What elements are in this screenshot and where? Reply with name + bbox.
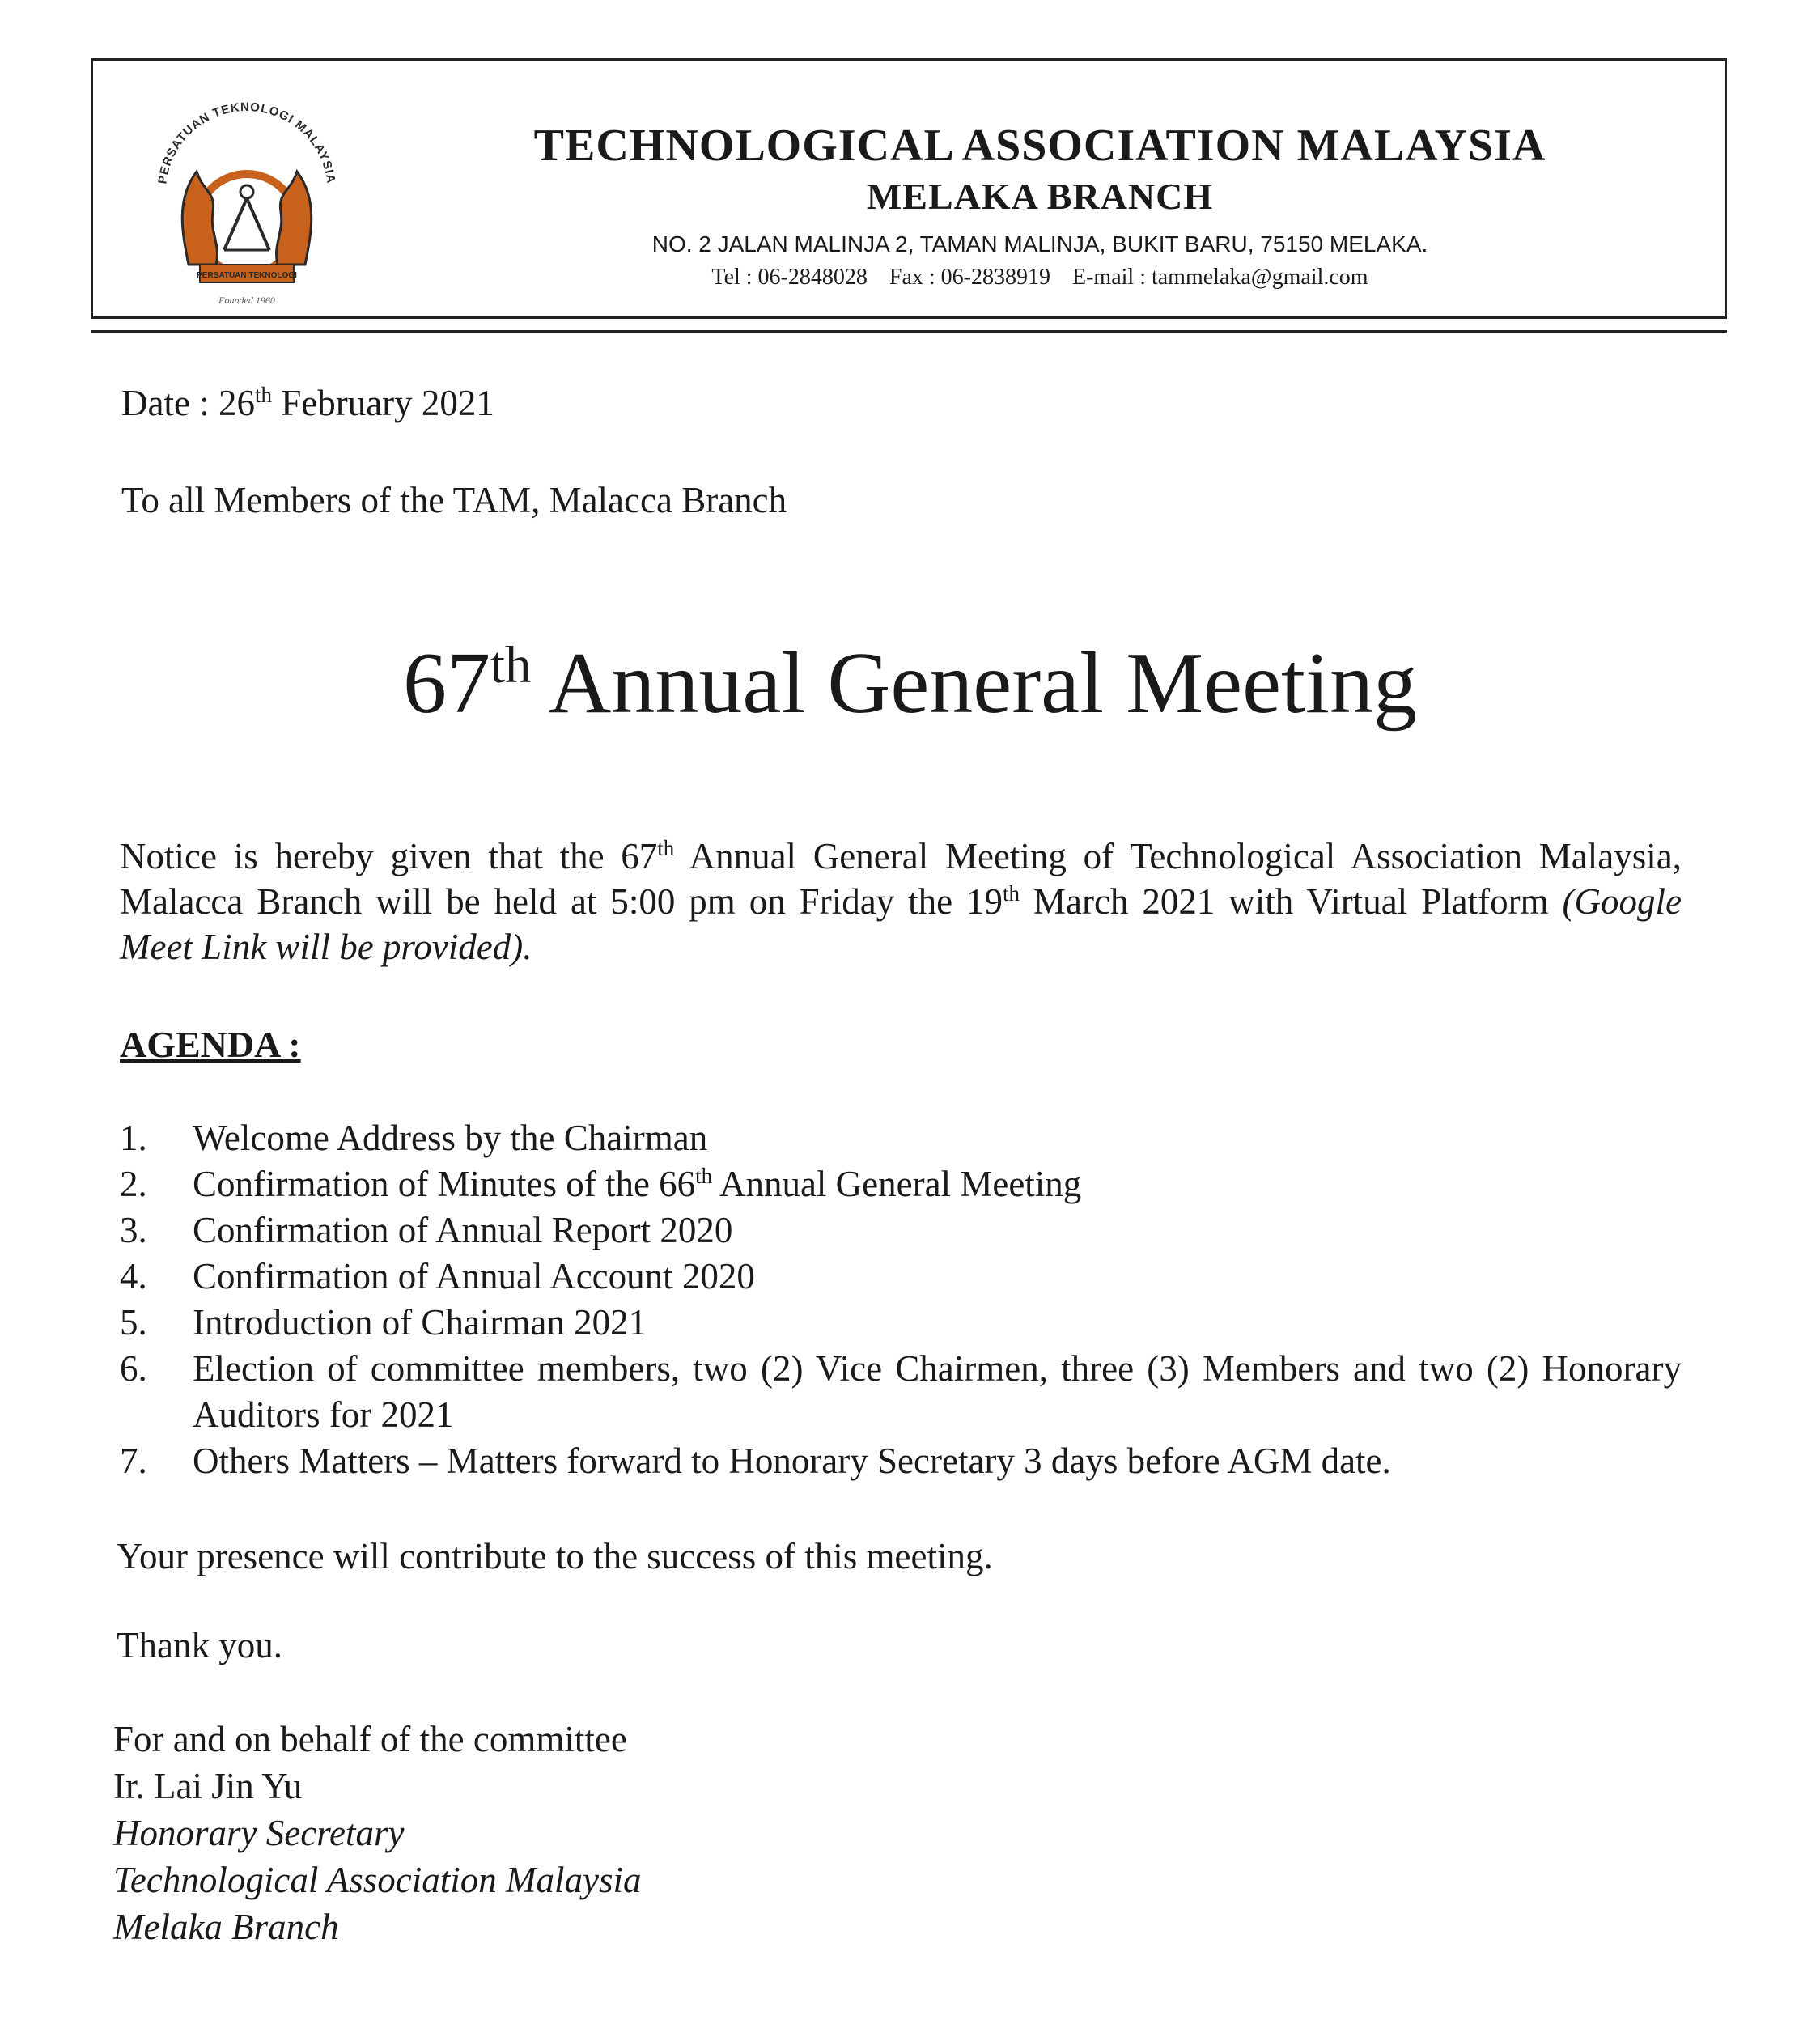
telephone: Tel : 06-2848028 — [711, 265, 868, 290]
meeting-notice: Notice is hereby given that the 67th Annual General Meeting of Technological Association Malaysia, Malacca Branch will be held at 5:00 pm on Friday the 19th March 2021 with Virtual Platform (Google Meet Link will be provided). — [120, 836, 1682, 967]
organization-branch: MELAKA BRANCH — [866, 176, 1214, 217]
recipient: To all Members of the TAM, Malacca Branch — [121, 480, 787, 520]
svg-text:PERSATUAN TEKNOLOGI MALAYSIA: PERSATUAN TEKNOLOGI MALAYSIA — [155, 100, 338, 185]
signatory-name: Ir. Lai Jin Yu — [113, 1766, 303, 1806]
svg-text:PERSATUAN TEKNOLOGI: PERSATUAN TEKNOLOGI — [197, 271, 297, 280]
closing-remark: Your presence will contribute to the success of this meeting. — [117, 1536, 993, 1576]
email: E-mail : tammelaka@gmail.com — [1072, 265, 1368, 290]
thanks-line: Thank you. — [117, 1625, 282, 1665]
signatory-branch: Melaka Branch — [113, 1907, 339, 1947]
organization-details — [392, 117, 1687, 294]
fax: Fax : 06-2838919 — [889, 265, 1050, 290]
agenda-item: 4. Confirmation of Annual Account 2020 — [120, 1256, 755, 1296]
signoff-line: For and on behalf of the committee — [113, 1719, 627, 1759]
signature-block — [113, 1716, 641, 1950]
agenda-item: 3. Confirmation of Annual Report 2020 — [120, 1210, 733, 1250]
agenda-heading: AGENDA : — [120, 1024, 301, 1065]
organization-contact — [392, 261, 1687, 294]
association-logo — [125, 70, 368, 313]
signatory-role: Honorary Secretary — [113, 1813, 405, 1853]
signatory-organization: Technological Association Malaysia — [113, 1860, 642, 1900]
svg-text:Founded 1960: Founded 1960 — [218, 295, 275, 306]
letter-date: Date : 26th February 2021 — [121, 383, 494, 423]
agenda-item: 5. Introduction of Chairman 2021 — [120, 1302, 647, 1343]
agenda-item: 1. Welcome Address by the Chairman — [120, 1118, 708, 1158]
organization-address: NO. 2 JALAN MALINJA 2, TAMAN MALINJA, BUKIT BARU, 75150 MELAKA. — [651, 231, 1428, 257]
agenda-item: 7. Others Matters – Matters forward to Honorary Secretary 3 days before AGM date. — [120, 1441, 1391, 1481]
letterhead — [91, 58, 1727, 319]
agenda-item: 2. Confirmation of Minutes of the 66th Annual General Meeting — [120, 1164, 1082, 1204]
agenda-item: 6. Election of committee members, two (2) Vice Chairmen, three (3) Members and two (2) Honorary Auditors for 2021 — [120, 1348, 1682, 1435]
meeting-title: 67th Annual General Meeting — [402, 635, 1418, 732]
agenda-list — [120, 1115, 1682, 1484]
organization-name: TECHNOLOGICAL ASSOCIATION MALAYSIA — [533, 121, 1546, 171]
